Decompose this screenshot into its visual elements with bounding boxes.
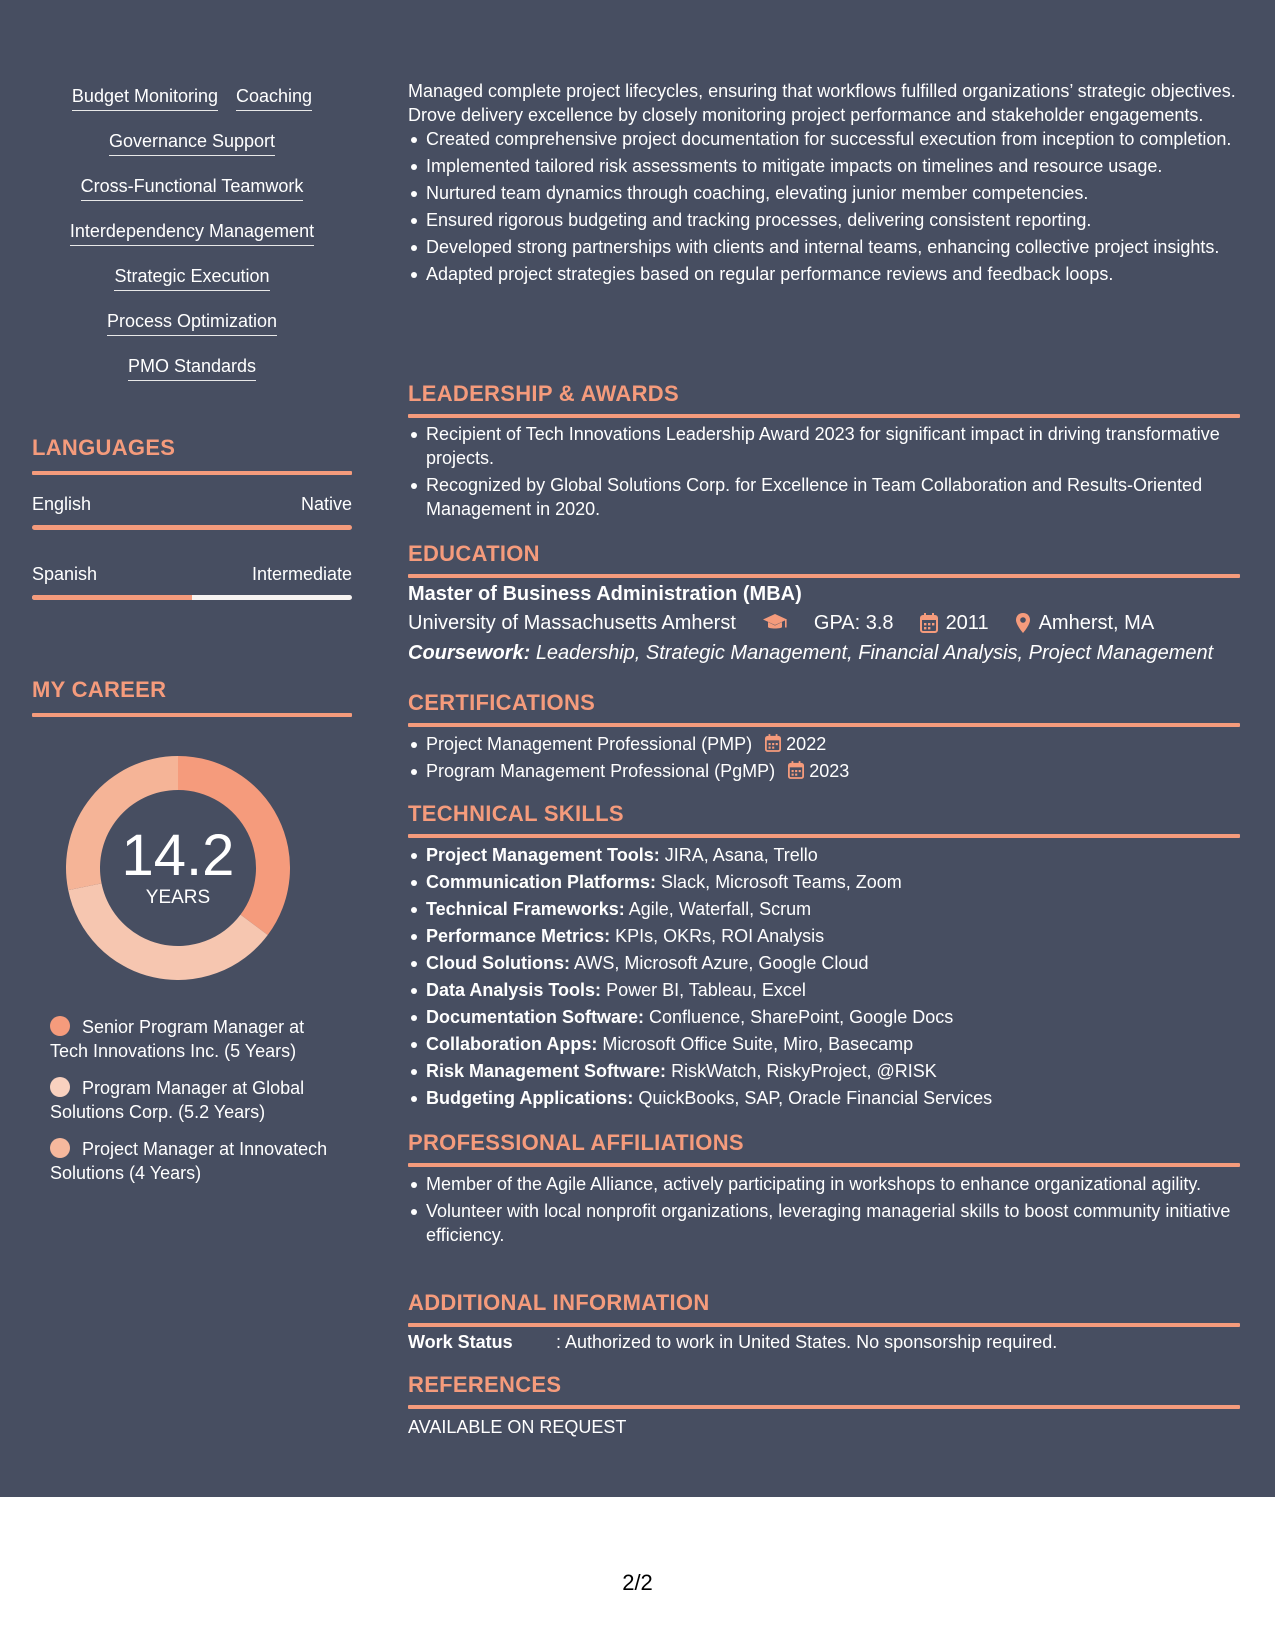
career-total-years: 14.2 (121, 823, 235, 888)
skill-value: AWS, Microsoft Azure, Google Cloud (574, 953, 869, 973)
section-rule (408, 414, 1240, 418)
certification-name: Program Management Professional (PgMP) (426, 761, 776, 781)
language-bar (32, 525, 352, 530)
skill-tag: Strategic Execution (114, 264, 269, 291)
career-item (50, 1015, 340, 1063)
list-item: Nurtured team dynamics through coaching, elevating junior member competencies. (426, 181, 1240, 205)
skill-tag: Governance Support (109, 129, 275, 156)
list-item (426, 843, 1240, 867)
skill-value: RiskWatch, RiskyProject, @RISK (671, 1061, 937, 1081)
skill-row (32, 129, 352, 174)
section-rule (408, 574, 1240, 578)
skill-value: Microsoft Office Suite, Miro, Basecamp (602, 1034, 914, 1054)
skill-label: Project Management Tools: (426, 845, 660, 865)
certifications-block (408, 732, 1240, 786)
career-item-text: Program Manager at Global Solutions Corp. (5.2 Years) (50, 1078, 305, 1122)
section-rule (408, 834, 1240, 838)
list-item: Implemented tailored risk assessments to mitigate impacts on timelines and resource usage. (426, 154, 1240, 178)
education-meta (408, 608, 1240, 638)
section-rule (32, 471, 352, 475)
skill-value: JIRA, Asana, Trello (664, 845, 818, 865)
language-level: Intermediate (251, 564, 352, 584)
section-heading-text: LEADERSHIP & AWARDS (408, 381, 679, 406)
legend-dot-icon (50, 1138, 70, 1158)
certification-year: 2022 (786, 734, 827, 754)
additional-info-block (408, 1330, 1240, 1354)
list-item: Adapted project strategies based on regular performance reviews and feedback loops. (426, 262, 1240, 286)
list-item (426, 1032, 1240, 1056)
education-block (408, 580, 1240, 668)
affiliations-heading (408, 1130, 1240, 1156)
skill-label: Budgeting Applications: (426, 1088, 634, 1108)
affiliations-block (408, 1172, 1240, 1250)
certification-name: Project Management Professional (PMP) (426, 734, 753, 754)
skill-tag: Interdependency Management (70, 219, 314, 246)
leadership-heading (408, 381, 1240, 407)
list-item: Ensured rigorous budgeting and tracking processes, delivering consistent reporting. (426, 208, 1240, 232)
leadership-block (408, 422, 1240, 524)
skill-tag: Budget Monitoring (72, 84, 218, 111)
graduation-year: 2011 (945, 612, 989, 634)
section-rule (408, 1323, 1240, 1327)
career-item-text: Senior Program Manager at Tech Innovations Inc. (5 Years) (50, 1017, 305, 1061)
list-item (426, 1059, 1240, 1083)
language-name: Spanish (32, 564, 98, 584)
skill-tags (32, 84, 352, 399)
certifications-list (408, 732, 1240, 783)
career-heading-text: MY CAREER (32, 677, 167, 702)
section-rule (408, 1405, 1240, 1409)
technical-skills-block (408, 843, 1240, 1113)
list-item: Developed strong partnerships with clients and internal teams, enhancing collective project insights. (426, 235, 1240, 259)
section-heading-text: CERTIFICATIONS (408, 690, 596, 715)
section-heading-text: ADDITIONAL INFORMATION (408, 1290, 710, 1315)
skill-value: Agile, Waterfall, Scrum (628, 899, 812, 919)
school-name: University of Massachusetts Amherst (408, 612, 736, 634)
language-bar-fill (32, 595, 192, 600)
list-item (426, 759, 1240, 783)
list-item: Member of the Agile Alliance, actively participating in workshops to enhance organizational agility. (426, 1172, 1240, 1196)
skill-label: Performance Metrics: (426, 926, 611, 946)
donut-center (66, 756, 290, 980)
skill-row (32, 219, 352, 264)
leadership-list (408, 422, 1240, 521)
skill-value: QuickBooks, SAP, Oracle Financial Services (638, 1088, 993, 1108)
skill-row (32, 264, 352, 309)
list-item (426, 1086, 1240, 1110)
skill-tag: Coaching (236, 84, 312, 111)
list-item (426, 732, 1240, 756)
skill-tag: PMO Standards (128, 354, 256, 381)
school-location: Amherst, MA (1038, 612, 1155, 634)
page-number: 2/2 (622, 1570, 653, 1595)
career-item (50, 1076, 340, 1124)
skill-row (32, 354, 352, 399)
education-heading (408, 541, 1240, 567)
skill-row (32, 174, 352, 219)
list-item (426, 978, 1240, 1002)
career-legend (50, 1015, 340, 1198)
section-heading-text: REFERENCES (408, 1372, 562, 1397)
affiliations-list (408, 1172, 1240, 1247)
graduation-cap-icon (762, 613, 788, 633)
coursework-list: Leadership, Strategic Management, Financial Analysis, Project Management (535, 642, 1214, 664)
language-name: English (32, 494, 92, 514)
experience-block (408, 79, 1240, 289)
calendar-icon (765, 734, 781, 752)
skill-value: Confluence, SharePoint, Google Docs (649, 1007, 954, 1027)
list-item (426, 870, 1240, 894)
list-item (426, 897, 1240, 921)
career-item (50, 1137, 340, 1185)
section-rule (408, 723, 1240, 727)
experience-bullets (408, 127, 1240, 286)
skill-tag: Process Optimization (107, 309, 277, 336)
language-bar (32, 595, 352, 600)
coursework-label: Coursework: (408, 642, 531, 664)
career-item-text: Project Manager at Innovatech Solutions (4 Years) (50, 1139, 328, 1183)
section-heading-text: EDUCATION (408, 541, 540, 566)
list-item (426, 1005, 1240, 1029)
language-row (32, 564, 352, 585)
legend-dot-icon (50, 1077, 70, 1097)
experience-summary: Managed complete project lifecycles, ensuring that workflows fulfilled organizations’ strategic objectives. Drove delivery excellence by closely monitoring project performance and stakeholder engagements. (408, 81, 1236, 125)
section-rule (32, 713, 352, 717)
list-item: Volunteer with local nonprofit organizations, leveraging managerial skills to boost community initiative efficiency. (426, 1199, 1240, 1247)
skill-label: Cloud Solutions: (426, 953, 570, 973)
work-status-label: Work Status (408, 1332, 513, 1352)
languages-heading (32, 435, 352, 461)
technical-skills-heading (408, 801, 1240, 827)
skill-label: Documentation Software: (426, 1007, 645, 1027)
skill-value: KPIs, OKRs, ROI Analysis (615, 926, 825, 946)
list-item: Created comprehensive project documentation for successful execution from inception to completion. (426, 127, 1240, 151)
references-text: AVAILABLE ON REQUEST (408, 1417, 627, 1437)
certification-year: 2023 (809, 761, 850, 781)
list-item (426, 924, 1240, 948)
skill-label: Collaboration Apps: (426, 1034, 598, 1054)
list-item (426, 951, 1240, 975)
language-level: Native (300, 494, 352, 514)
career-years-unit: YEARS (145, 887, 211, 908)
technical-skills-list (408, 843, 1240, 1110)
skill-row (32, 84, 352, 129)
additional-info-heading (408, 1290, 1240, 1316)
location-pin-icon (1015, 612, 1031, 634)
calendar-icon (788, 761, 804, 779)
skill-row (32, 309, 352, 354)
degree-title: Master of Business Administration (MBA) (408, 583, 802, 605)
references-heading (408, 1372, 1240, 1398)
certifications-heading (408, 690, 1240, 716)
legend-dot-icon (50, 1016, 70, 1036)
languages-heading-text: LANGUAGES (32, 435, 176, 460)
language-bar-fill (32, 525, 352, 530)
section-rule (408, 1163, 1240, 1167)
career-donut-chart (66, 756, 290, 980)
list-item: Recipient of Tech Innovations Leadership Award 2023 for significant impact in driving transformative projects. (426, 422, 1240, 470)
work-status-value: : Authorized to work in United States. No sponsorship required. (556, 1332, 1058, 1352)
skill-value: Power BI, Tableau, Excel (606, 980, 806, 1000)
gpa: GPA: 3.8 (813, 612, 894, 634)
section-heading-text: TECHNICAL SKILLS (408, 801, 624, 826)
skill-label: Data Analysis Tools: (426, 980, 602, 1000)
career-heading (32, 677, 352, 703)
skill-label: Technical Frameworks: (426, 899, 625, 919)
skill-tag: Cross-Functional Teamwork (81, 174, 304, 201)
skill-value: Slack, Microsoft Teams, Zoom (661, 872, 902, 892)
calendar-icon (920, 613, 938, 633)
list-item: Recognized by Global Solutions Corp. for Excellence in Team Collaboration and Results-Oriented Management in 2020. (426, 473, 1240, 521)
coursework (408, 638, 1240, 668)
skill-label: Risk Management Software: (426, 1061, 667, 1081)
section-heading-text: PROFESSIONAL AFFILIATIONS (408, 1130, 744, 1155)
language-row (32, 494, 352, 515)
skill-label: Communication Platforms: (426, 872, 657, 892)
